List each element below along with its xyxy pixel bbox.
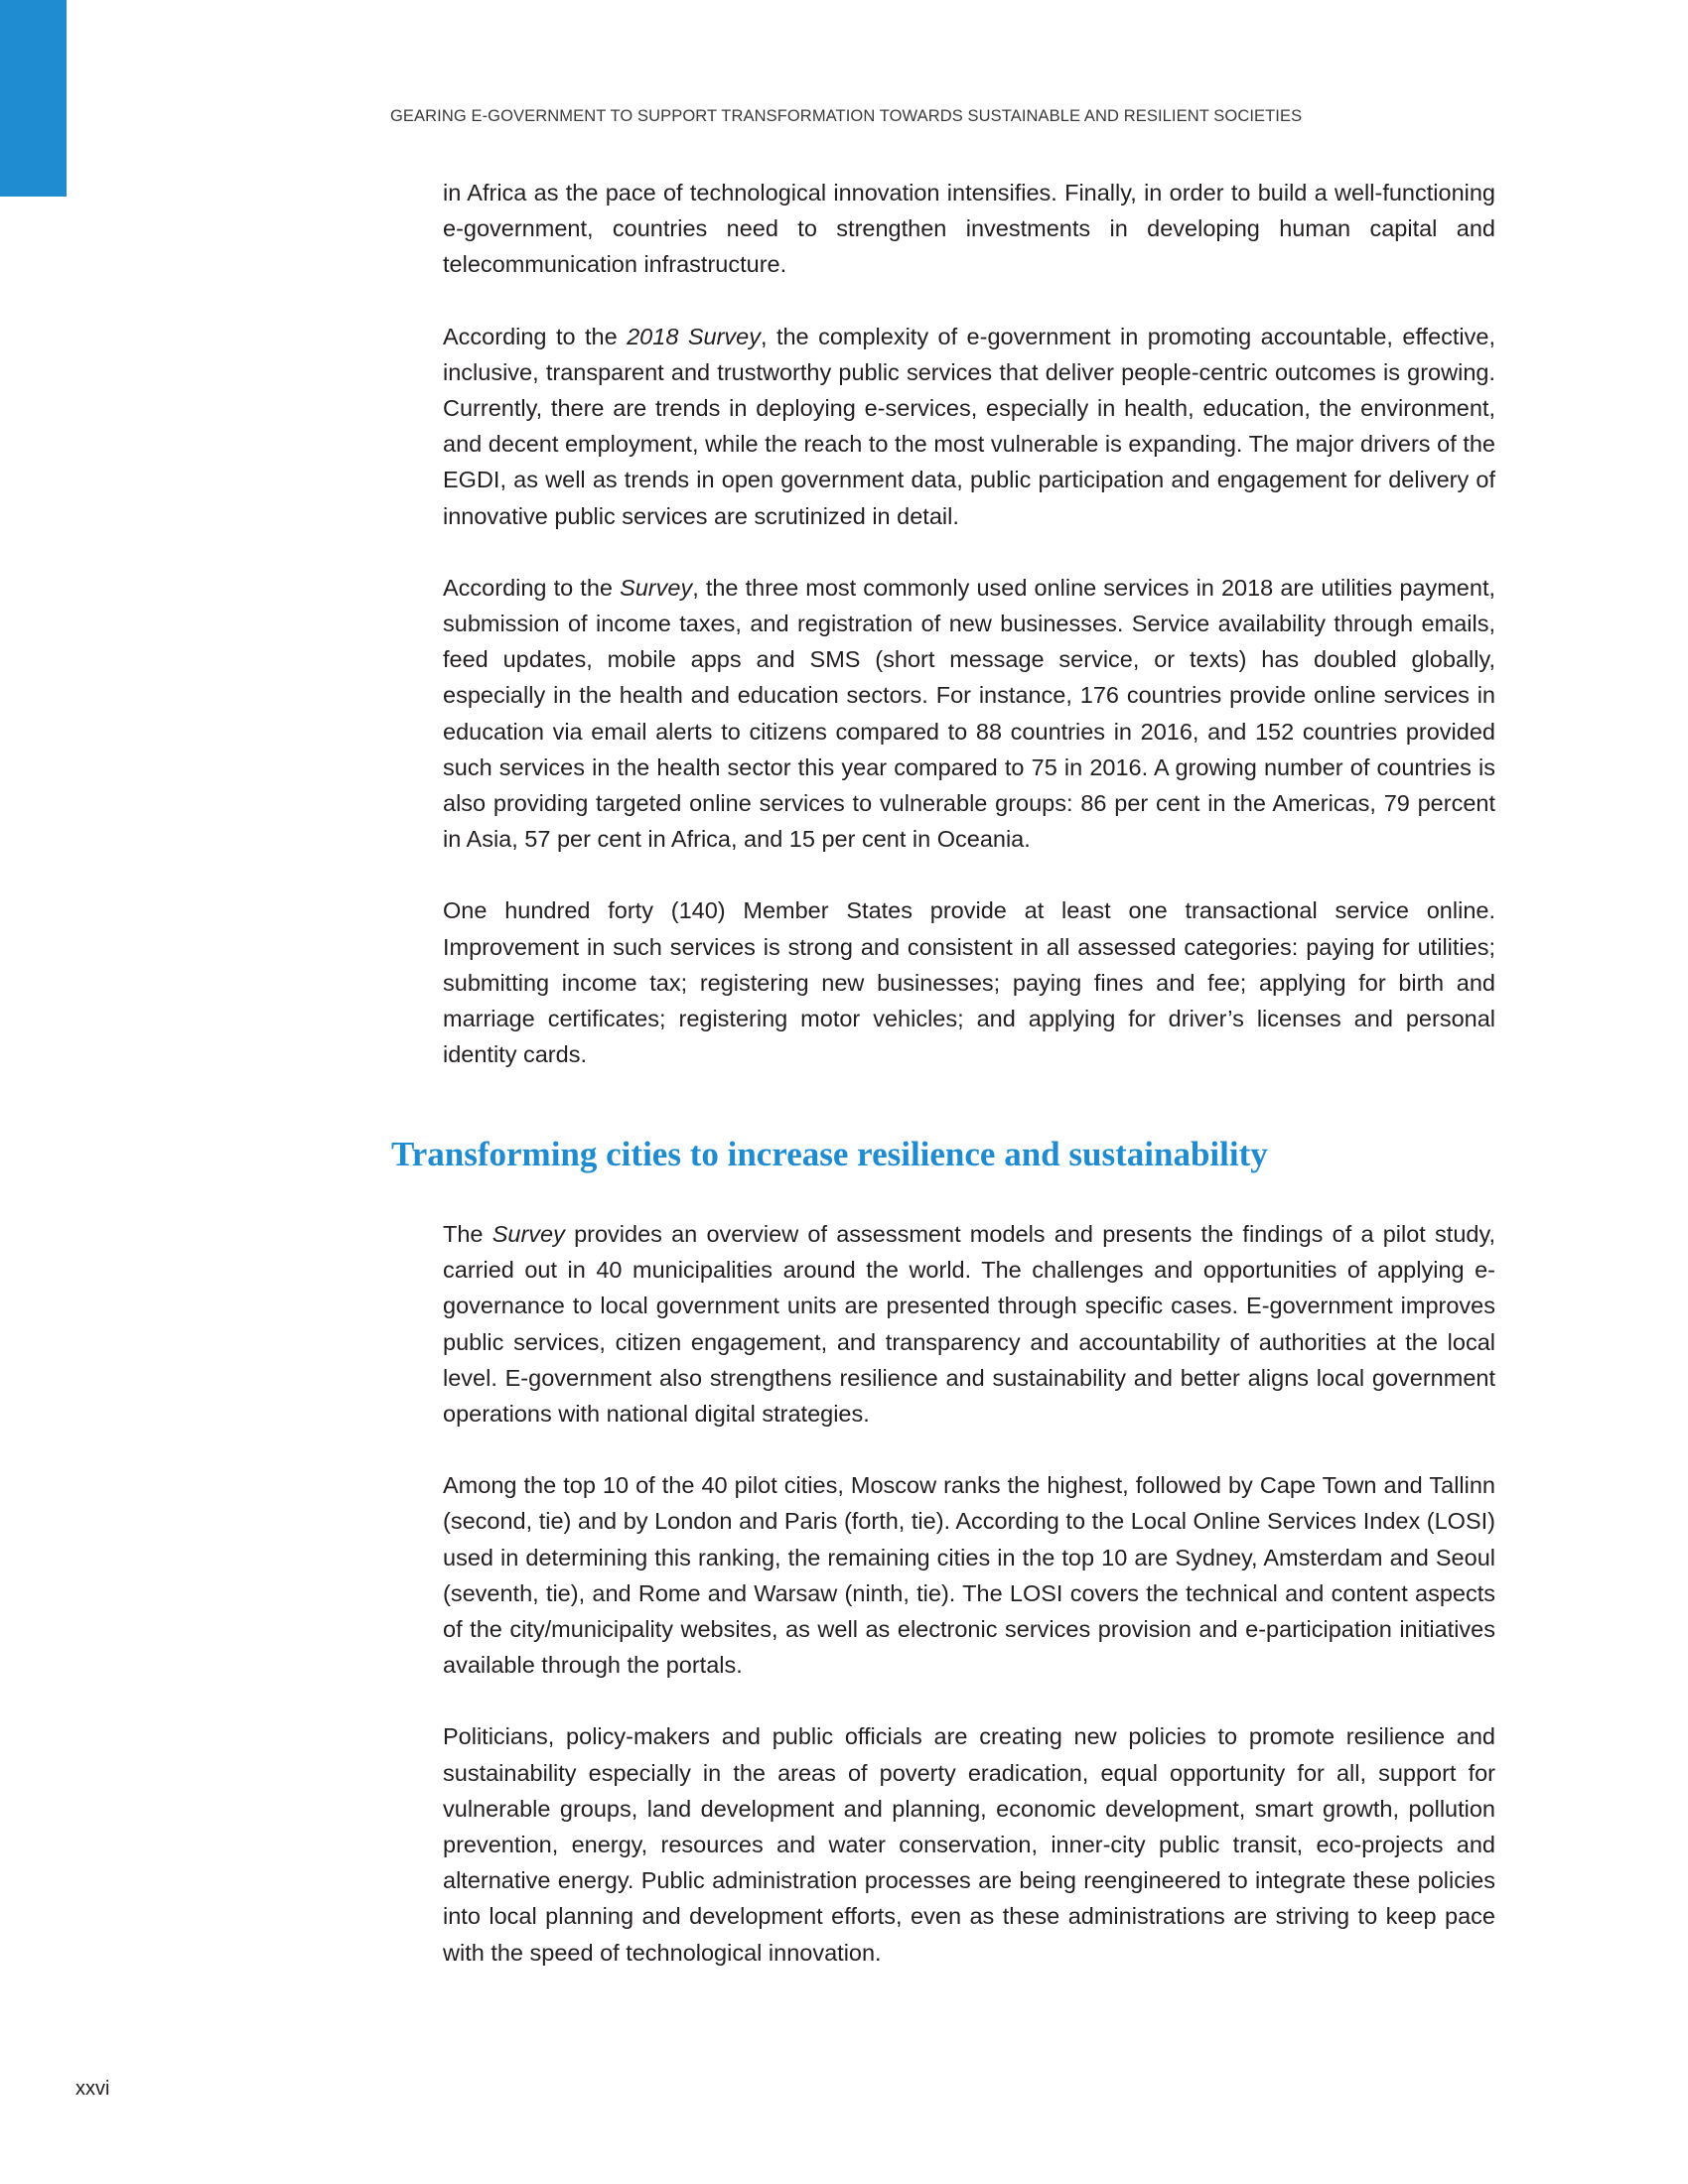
section-heading: Transforming cities to increase resilience and sustainability bbox=[391, 1135, 1268, 1173]
paragraph-7: Politicians, policy-makers and public officials are creating new policies to promote resilience and sustainability especially in the areas of poverty eradication, equal opportunity for all, support for vulnerable groups, land development and planning, economic development, smart growth, pollution prevention, energy, resources and water conservation, inner-city public transit, eco-projects and alternative energy. Public administration processes are being reengineered to integrate these policies into local planning and development efforts, even as these administrations are striving to keep pace with the speed of technological innovation. bbox=[443, 1723, 1495, 1966]
paragraph-1: in Africa as the pace of technological innovation intensifies. Finally, in order to build a well-functioning e-government, countries need to strengthen investments in developing human capital and telecommunication infrastructure. bbox=[443, 180, 1495, 278]
paragraph-4: One hundred forty (140) Member States provide at least one transactional service online. Improvement in such services is strong and consistent in all assessed categories: paying for utilities; submitting income tax; registering new businesses; paying fines and fee; applying for birth and marriage certificates; registering motor vehicles; and applying for driver’s licenses and personal identity cards. bbox=[443, 897, 1495, 1068]
paragraph-2-lead: According to the bbox=[443, 323, 628, 349]
page-number: xxvi bbox=[75, 2078, 110, 2100]
paragraph-2-rest: , the complexity of e-government in promoting accountable, effective, inclusive, transparent and trustworthy public services that deliver people-centric outcomes is growing. Currently, there are trends in deploying e-services, especially in health, education, the environment, and decent employment, while the reach to the most vulnerable is expanding. The major drivers of the EGDI, as well as trends in open government data, public participation and engagement for delivery of innovative public services are scrutinized in detail. bbox=[443, 323, 1496, 529]
paragraph-3-rest: , the three most commonly used online services in 2018 are utilities payment, submission of income taxes, and registration of new businesses. Service availability through emails, feed updates, mobile apps and SMS (short message service, or texts) has doubled globally, especially in the health and education sectors. For instance, 176 countries provide online services in education via email alerts to citizens compared to 88 countries in 2016, and 152 countries provided such services in the health sector this year compared to 75 in 2016. A growing number of countries is also providing targeted online services to vulnerable groups: 86 per cent in the Americas, 79 percent in Asia, 57 per cent in Africa, and 15 per cent in Oceania. bbox=[443, 574, 1495, 853]
paragraph-6: Among the top 10 of the 40 pilot cities, Moscow ranks the highest, followed by Cape Town and Tallinn (second, tie) and by London and Paris (forth, tie). According to the Local Online Services Index (LOSI) used in determining this ranking, the remaining cities in the top 10 are Sydney, Amsterdam and Seoul (seventh, tie), and Rome and Warsaw (ninth, tie). The LOSI covers the technical and content aspects of the city/municipality websites, as well as electronic services provision and e-participation initiatives available through the portals. bbox=[443, 1472, 1495, 1679]
running-header: GEARING E-GOVERNMENT TO SUPPORT TRANSFORMATION TOWARDS SUSTAINABLE AND RESILIENT SOCIETIES bbox=[390, 107, 1303, 125]
body-text-lower bbox=[443, 1216, 1495, 2006]
body-text-upper bbox=[443, 175, 1495, 1072]
chapter-color-tab bbox=[0, 0, 67, 197]
paragraph-5-rest: provides an overview of assessment models and presents the findings of a pilot study, carried out in 40 municipalities around the world. The challenges and opportunities of applying e-governance to local government units are presented through specific cases. E-government improves public services, citizen engagement, and transparency and accountability of authorities at the local level. E-government also strengthens resilience and sustainability and better aligns local government operations with national digital strategies. bbox=[443, 1221, 1496, 1428]
paragraph-5-italic: Survey bbox=[492, 1221, 565, 1247]
paragraph-3-italic: Survey bbox=[620, 574, 693, 601]
paragraph-2-italic: 2018 Survey bbox=[627, 323, 761, 349]
paragraph-3 bbox=[443, 570, 1495, 858]
paragraph-5 bbox=[443, 1216, 1495, 1432]
paragraph-2 bbox=[443, 319, 1495, 534]
paragraph-5-lead: The bbox=[443, 1221, 492, 1247]
paragraph-3-lead: According to the bbox=[443, 574, 621, 601]
